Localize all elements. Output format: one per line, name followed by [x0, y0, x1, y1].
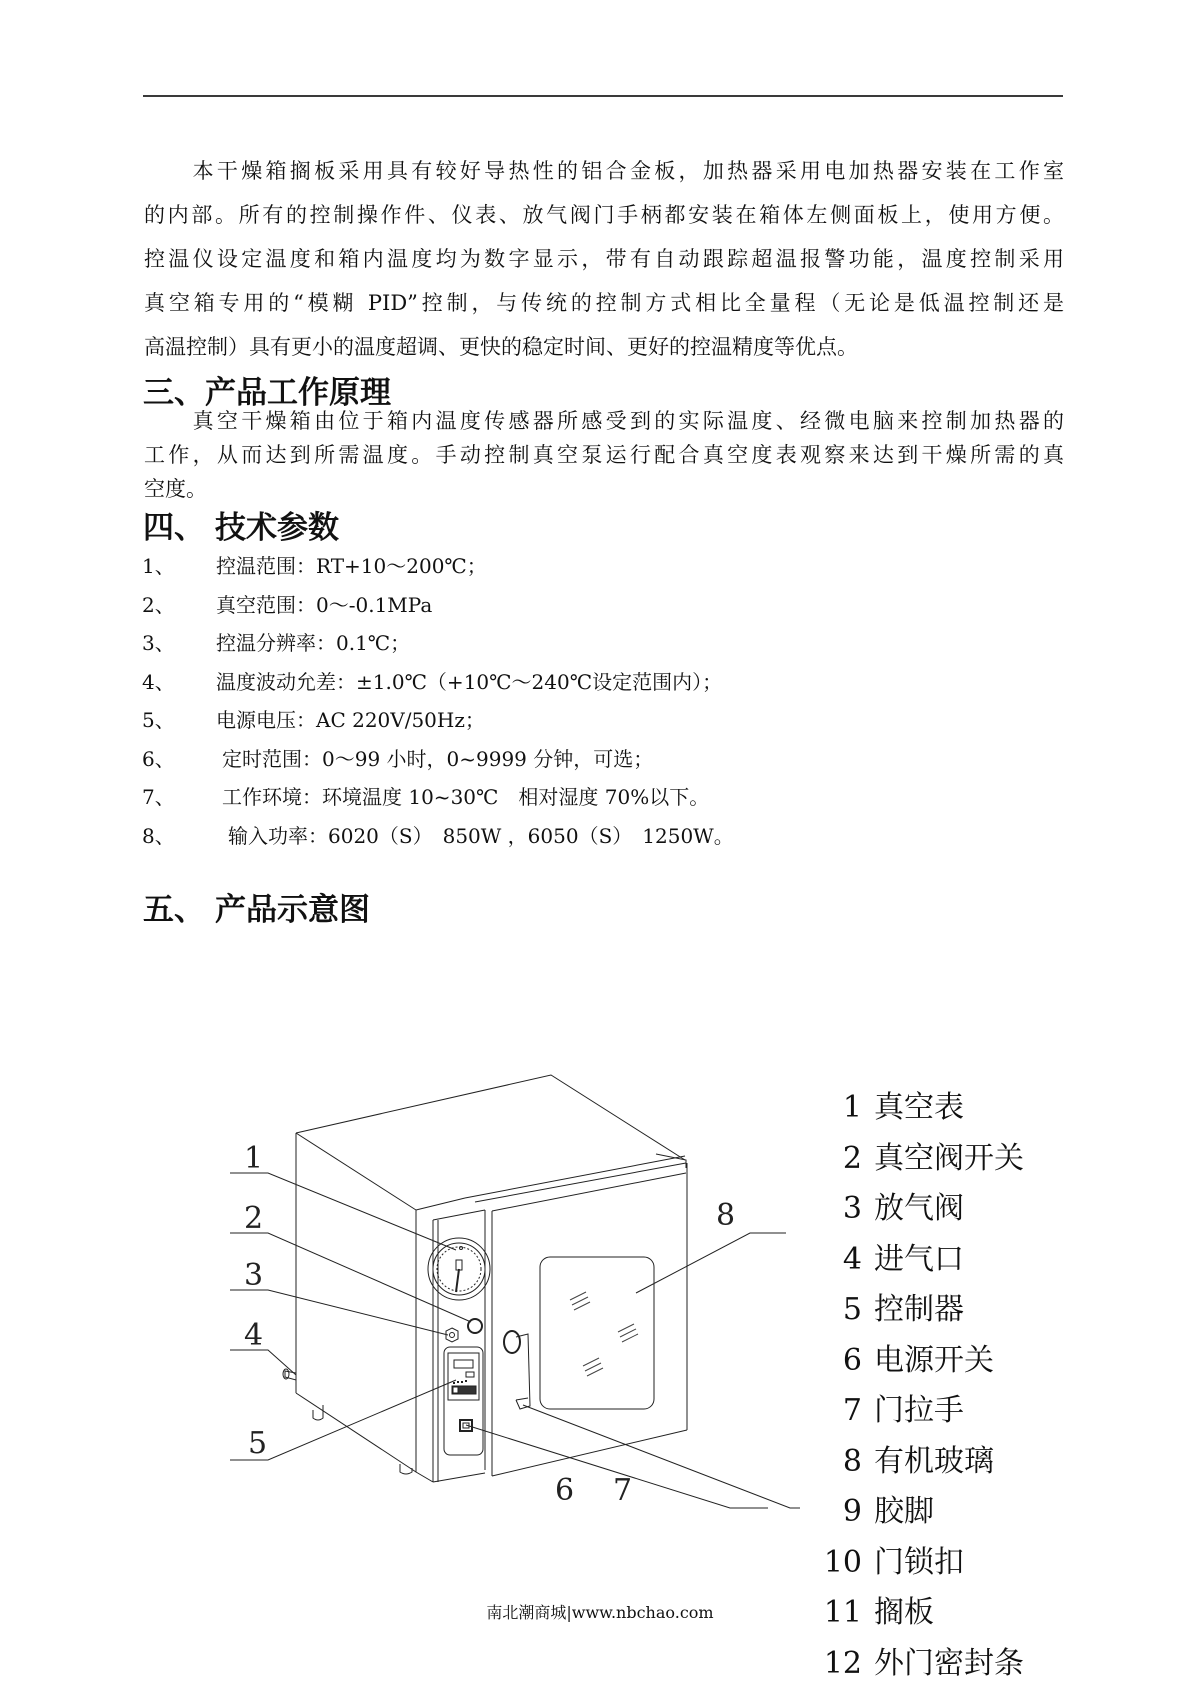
spec-index: 7、 [142, 785, 175, 809]
spec-item [142, 624, 1042, 663]
legend-label: 外门密封条 [874, 1645, 1024, 1681]
legend-number: 10 [823, 1544, 862, 1580]
spec-text: 控温分辨率：0.1℃； [216, 631, 411, 655]
spec-item [142, 817, 1042, 856]
legend-number: 3 [842, 1191, 862, 1226]
callout-3: 3 [244, 1258, 264, 1293]
legend-item [820, 1386, 1024, 1437]
callout-2: 2 [244, 1201, 264, 1236]
spec-index: 8、 [142, 823, 175, 848]
section3-line: 空度。 [144, 477, 207, 501]
legend-label: 控制器 [874, 1292, 964, 1327]
legend-number: 11 [823, 1595, 862, 1630]
legend-item [820, 1336, 1024, 1387]
section3-heading: 三、产品工作原理 [143, 375, 391, 411]
legend-label: 搁板 [874, 1595, 934, 1630]
legend-number: 1 [842, 1090, 862, 1125]
spec-index: 4、 [142, 669, 175, 694]
callout-7: 7 [613, 1473, 633, 1508]
section5-heading-number: 五、 [143, 892, 205, 928]
spec-list [142, 547, 1042, 855]
intro-line: 真空箱专用的“模糊 PID”控制，与传统的控制方式相比全量程（无论是低温控制还是 [144, 291, 1064, 315]
intro-paragraph [144, 149, 1064, 369]
spec-text: 电源电压：AC 220V/50Hz； [216, 708, 485, 732]
section3-line: 真空干燥箱由位于箱内温度传感器所感受到的实际温度、经微电脑来控制加热器的 [144, 409, 1064, 433]
legend-item [820, 1235, 1024, 1286]
spec-text: 温度波动允差：±1.0℃（+10℃～240℃设定范围内）； [216, 669, 723, 694]
legend-label: 真空阀开关 [874, 1140, 1024, 1176]
callout-8: 8 [716, 1198, 736, 1233]
legend-label: 有机玻璃 [874, 1443, 994, 1479]
legend-item [820, 1285, 1024, 1336]
legend-item [820, 1184, 1024, 1235]
spec-item [142, 586, 1042, 625]
section4-heading-text: 技术参数 [215, 510, 339, 546]
legend-number: 7 [842, 1393, 862, 1428]
legend-number: 6 [842, 1342, 862, 1378]
legend-label: 进气口 [874, 1241, 964, 1277]
legend-label: 胶脚 [874, 1494, 934, 1529]
spec-text: 工作环境：环境温度 10~30℃ 相对湿度 70%以下。 [222, 785, 710, 809]
intro-line: 的内部。所有的控制操作件、仪表、放气阀门手柄都安装在箱体左侧面板上，使用方便。 [144, 203, 1064, 227]
header-rule [143, 95, 1063, 97]
spec-index: 5、 [142, 708, 175, 732]
legend-number: 12 [823, 1645, 862, 1681]
legend-number: 4 [842, 1241, 862, 1277]
callout-4: 4 [244, 1318, 264, 1353]
legend-number: 2 [842, 1140, 862, 1176]
intro-line: 高温控制）具有更小的温度超调、更快的稳定时间、更好的控温精度等优点。 [144, 335, 858, 359]
section3-line: 工作，从而达到所需温度。手动控制真空泵运行配合真空度表观察来达到干燥所需的真 [144, 443, 1064, 467]
spec-index: 1、 [142, 554, 175, 578]
spec-index: 6、 [142, 746, 175, 771]
legend-label: 门锁扣 [874, 1544, 964, 1580]
spec-item [142, 663, 1042, 702]
spec-item [142, 740, 1042, 779]
section5-heading [143, 884, 370, 929]
legend-number: 9 [842, 1494, 862, 1529]
legend-item [820, 1083, 1024, 1134]
parts-legend [820, 1083, 1024, 1689]
spec-index: 3、 [142, 631, 175, 655]
legend-number: 8 [842, 1443, 862, 1479]
spec-text: 真空范围：0～-0.1MPa [216, 592, 433, 617]
section3-paragraph [144, 404, 1064, 506]
legend-item [820, 1538, 1024, 1589]
spec-text: 定时范围：0～99 小时，0~9999 分钟，可选； [222, 746, 654, 771]
section5-heading-text: 产品示意图 [215, 892, 370, 928]
callout-1: 1 [244, 1141, 264, 1176]
callout-6: 6 [555, 1473, 575, 1508]
spec-item [142, 701, 1042, 740]
spec-text: 输入功率：6020（S） 850W ，6050（S） 1250W。 [228, 823, 734, 848]
intro-line: 控温仪设定温度和箱内温度均为数字显示，带有自动跟踪超温报警功能，温度控制采用 [144, 247, 1064, 271]
spec-text: 控温范围：RT+10～200℃； [216, 554, 487, 578]
legend-item [820, 1134, 1024, 1185]
legend-item [820, 1437, 1024, 1488]
legend-label: 真空表 [874, 1090, 964, 1125]
section4-heading [143, 502, 339, 547]
spec-index: 2、 [142, 592, 175, 617]
legend-number: 5 [842, 1292, 862, 1327]
legend-item [820, 1639, 1024, 1690]
intro-line: 本干燥箱搁板采用具有较好导热性的铝合金板，加热器采用电加热器安装在工作室 [144, 159, 1064, 183]
legend-item [820, 1487, 1024, 1538]
vacuum-oven-diagram [220, 1060, 800, 1520]
footer-watermark: 南北潮商城|www.nbchao.com [486, 1603, 714, 1622]
spec-item [142, 547, 1042, 586]
legend-label: 电源开关 [874, 1342, 994, 1378]
section4-heading-number: 四、 [143, 510, 205, 546]
spec-item [142, 778, 1042, 817]
callout-5: 5 [248, 1426, 268, 1461]
legend-label: 放气阀 [874, 1191, 964, 1226]
legend-label: 门拉手 [874, 1393, 964, 1428]
